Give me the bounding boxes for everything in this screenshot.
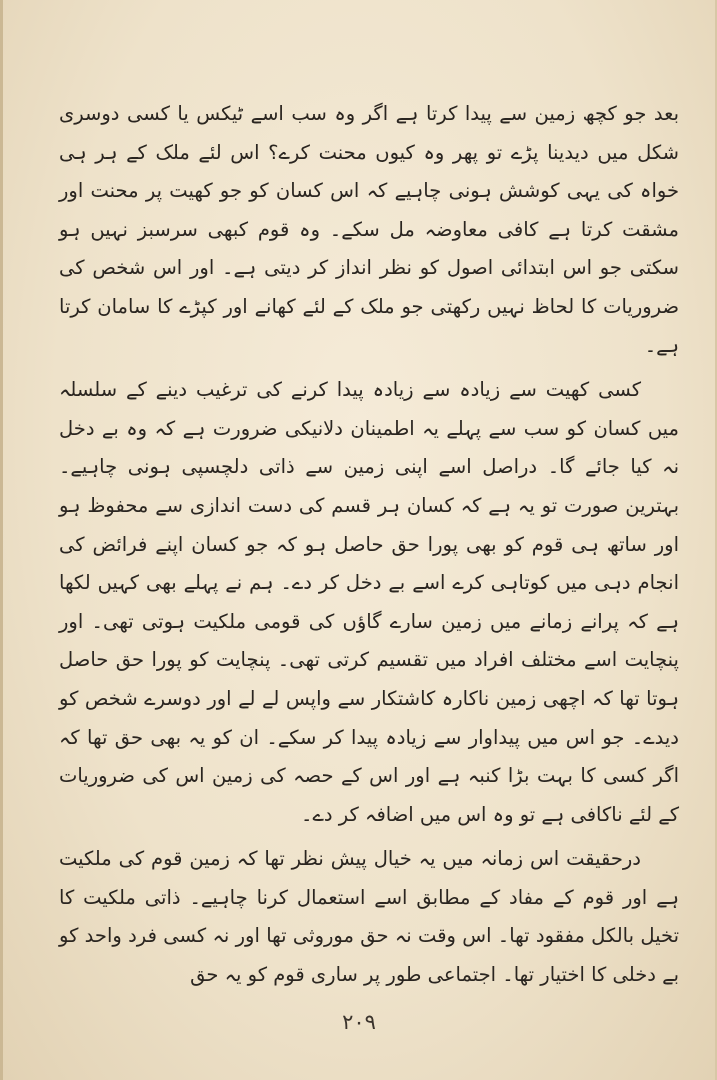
page-number: ۲۰۹ xyxy=(342,1010,376,1034)
paragraph: درحقیقت اس زمانہ میں یہ خیال پیش نظر تھا کہ زمین قوم کی ملکیت ہے اور قوم کے مفاد کے مطابق اسے استعمال کرنا چاہیے۔ ذاتی ملکیت کا تخیل بالکل مفقود تھا۔ اس وقت نہ حق موروثی تھا اور نہ کسی فرد واحد کو بے دخلی کا اختیار تھا۔ اجتماعی طور پر ساری قوم کو یہ حق xyxy=(59,847,679,987)
page-body-text xyxy=(59,95,679,995)
paragraph: کسی کھیت سے زیادہ سے زیادہ پیدا کرنے کی ترغیب دینے کے سلسلہ میں کسان کو سب سے پہلے یہ اطمینان دلانیکی ضرورت ہے کہ وہ بے دخل نہ کیا جائے گا۔ دراصل اسے اپنی زمین سے ذاتی دلچسپی ہونی چاہیے۔ بہترین صورت تو یہ ہے کہ کسان ہر قسم کی دست اندازی سے محفوظ ہو اور ساتھ ہی قوم کو بھی پورا حق حاصل ہو کہ جو کسان اپنے فرائض کی انجام دہی میں کوتاہی کرے اسے بے دخل کر دے۔ ہم نے پہلے بھی کہیں لکھا ہے کہ پرانے زمانے میں زمین سارے گاؤں کی قومی ملکیت ہوتی تھی۔ اور پنچایت اسے مختلف افراد میں تقسیم کرتی تھی۔ پنچایت کو پورا حق حاصل ہوتا تھا کہ اچھی زمین ناکارہ کاشتکار سے واپس لے لے اور دوسرے شخص کو دیدے۔ جو اس میں پیداوار سے زیادہ پیدا کر سکے۔ ان کو یہ بھی حق تھا کہ اگر کسی کا بہت بڑا کنبہ ہے اور اس کے حصہ کی زمین اس کی ضروریات کے لئے ناکافی ہے تو وہ اس میں اضافہ کر دے۔ xyxy=(59,378,679,826)
paragraph: بعد جو کچھ زمین سے پیدا کرتا ہے اگر وہ سب اسے ٹیکس یا کسی دوسری شکل میں دیدینا پڑے تو پھر وہ کیوں محنت کرے؟ اس لئے ملک کے ہر ہی خواہ کی یہی کوشش ہونی چاہیے کہ اس کسان کو جو کھیت پر محنت اور مشقت کرتا ہے کافی معاوضہ مل سکے۔ وہ قوم کبھی سرسبز نہیں ہو سکتی جو اس ابتدائی اصول کو نظر انداز کر دیتی ہے۔ اور اس شخص کی ضروریات کا لحاظ نہیں رکھتی جو ملک کے لئے کھانے اور کپڑے کا سامان کرتا ہے۔ xyxy=(59,102,679,357)
